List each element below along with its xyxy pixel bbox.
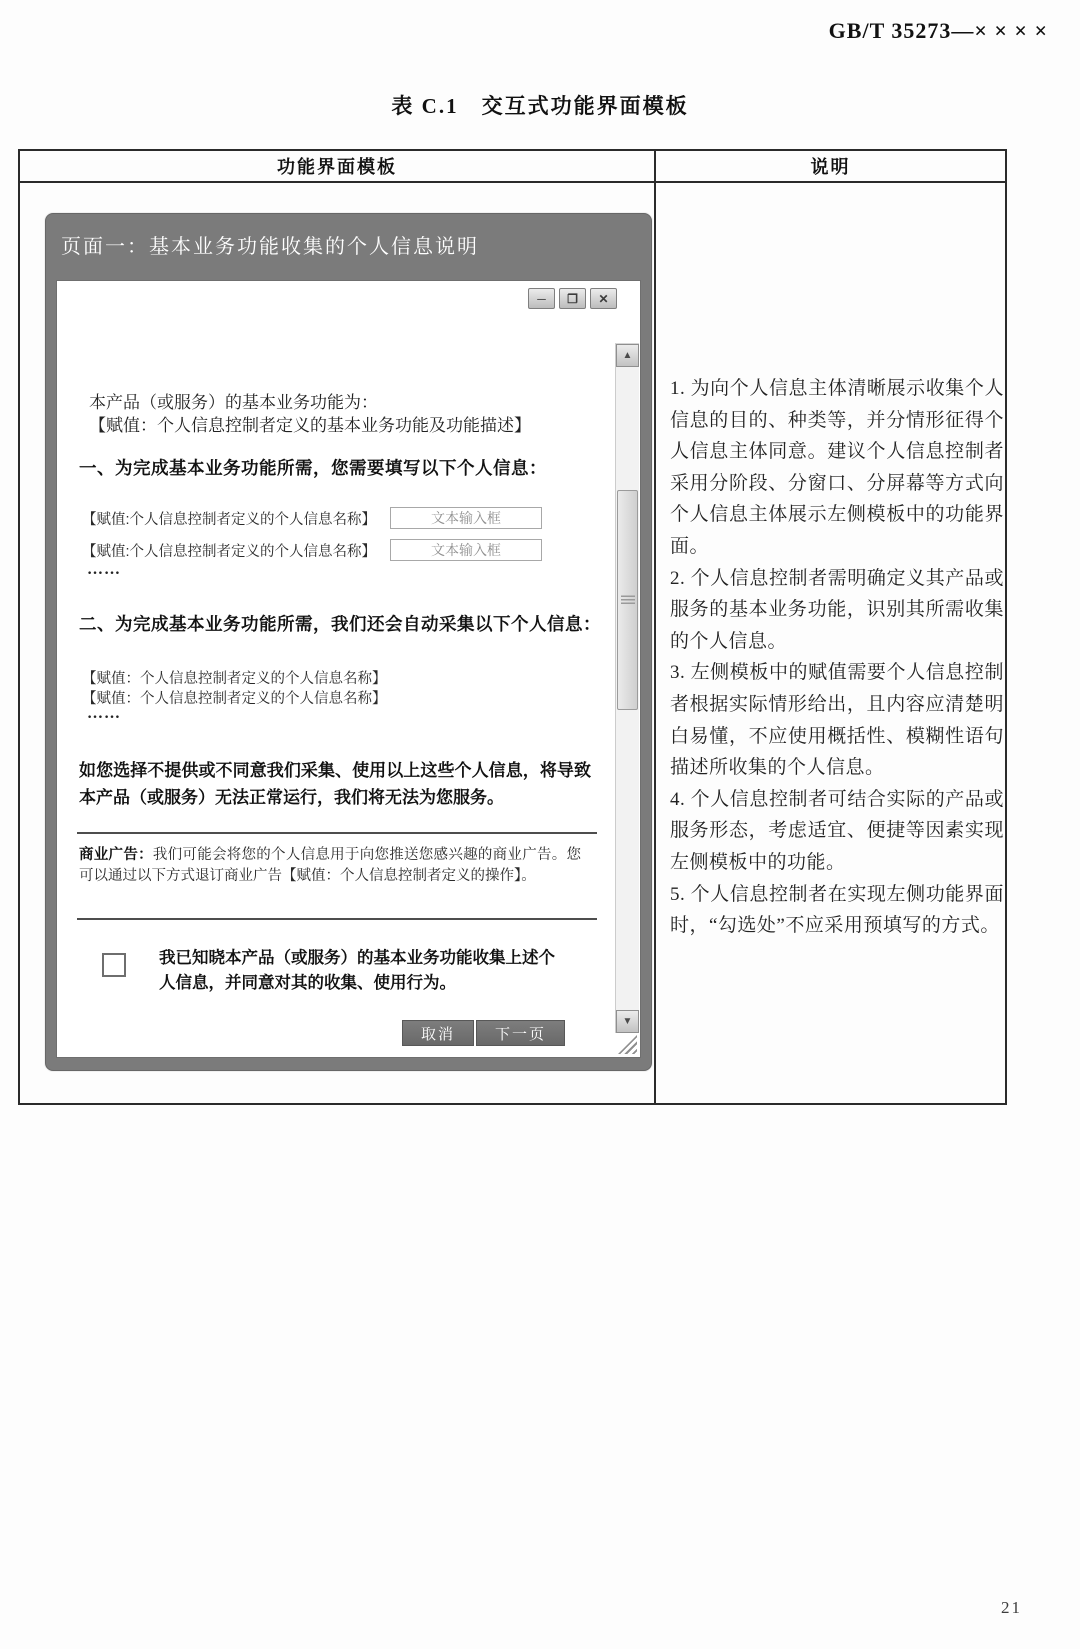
section1-heading: 一、为完成基本业务功能所需，您需要填写以下个人信息： xyxy=(79,458,547,478)
standard-number: GB/T 35273—× × × × xyxy=(828,18,1048,43)
consent-statement: 我已知晓本产品（或服务）的基本业务功能收集上述个人信息，并同意对其的收集、使用行为。 xyxy=(159,948,555,992)
note-item-4: 4. 个人信息控制者可结合实际的产品或服务形态，考虑适宜、便捷等因素实现左侧模板中的功能。 xyxy=(670,788,1004,873)
thumb-grip-icon xyxy=(621,596,635,605)
template-cell xyxy=(20,183,656,1103)
resize-grip-icon[interactable] xyxy=(618,1035,637,1054)
window-controls xyxy=(528,288,617,309)
intro-line-2: 【赋值：个人信息控制者定义的基本业务功能及功能描述】 xyxy=(89,416,531,435)
column-header-template: 功能界面模板 xyxy=(20,151,656,181)
divider xyxy=(77,918,597,920)
auto-collect-item: 【赋值：个人信息控制者定义的个人信息名称】 xyxy=(82,671,387,687)
refusal-warning-text: 如您选择不提供或不同意我们采集、使用以上这些个人信息，将导致本产品（或服务）无法正常运行，我们将无法为您服务。 xyxy=(79,761,591,807)
scroll-up-icon[interactable]: ▲ xyxy=(616,344,639,367)
intro-line-1: 本产品（或服务）的基本业务功能为： xyxy=(89,393,378,412)
vertical-scrollbar[interactable] xyxy=(615,343,639,1033)
maximize-icon[interactable]: ❐ xyxy=(559,288,586,309)
fill-field-row xyxy=(82,507,542,529)
table-header-row xyxy=(20,151,1005,183)
auto-collect-item: 【赋值：个人信息控制者定义的个人信息名称】 xyxy=(82,691,387,707)
text-input-field[interactable] xyxy=(390,539,542,561)
field-label: 【赋值:个人信息控制者定义的个人信息名称】 xyxy=(82,543,377,560)
column-header-notes: 说明 xyxy=(810,157,851,177)
ellipsis: …… xyxy=(87,561,121,578)
scroll-down-icon[interactable]: ▼ xyxy=(616,1010,639,1033)
next-page-button[interactable]: 下一页 xyxy=(476,1020,565,1046)
table-caption: 表 C.1 交互式功能界面模板 xyxy=(391,94,689,118)
note-item-3: 3. 左侧模板中的赋值需要个人信息控制者根据实际情形给出，且内容应清楚明白易懂，不应使用概括性、模糊性语句描述所收集的个人信息。 xyxy=(670,662,1004,779)
commercial-ad-label: 商业广告： xyxy=(79,847,153,863)
section2-heading: 二、为完成基本业务功能所需，我们还会自动采集以下个人信息： xyxy=(79,614,601,634)
dialog-title: 页面一：基本业务功能收集的个人信息说明 xyxy=(61,236,479,258)
minimize-icon[interactable]: ─ xyxy=(528,288,555,309)
fill-field-row xyxy=(82,539,542,561)
notes-cell xyxy=(656,183,1005,1103)
commercial-ad-paragraph xyxy=(79,845,581,886)
close-icon[interactable]: ✕ xyxy=(590,288,617,309)
divider xyxy=(77,832,597,834)
basic-function-intro xyxy=(89,391,531,437)
note-item-5: 5. 个人信息控制者在实现左侧功能界面时，“勾选处”不应采用预填写的方式。 xyxy=(670,883,1004,937)
consent-checkbox[interactable] xyxy=(102,953,126,977)
note-item-1: 1. 为向个人信息主体清晰展示收集个人信息的目的、种类等，并分情形征得个人信息主体同意。建议个人信息控制者采用分阶段、分窗口、分屏幕等方式向个人信息主体展示左侧模板中的功能界面。 xyxy=(670,378,1004,557)
table-body-row xyxy=(20,183,1005,1103)
note-item-2: 2. 个人信息控制者需明确定义其产品或服务的基本业务功能，识别其所需收集的个人信息。 xyxy=(670,567,1004,652)
text-input-field[interactable] xyxy=(390,507,542,529)
explanation-notes xyxy=(670,373,1004,942)
scrollbar-thumb[interactable] xyxy=(617,490,638,710)
field-label: 【赋值:个人信息控制者定义的个人信息名称】 xyxy=(82,511,377,528)
cancel-button[interactable]: 取消 xyxy=(402,1020,474,1046)
commercial-ad-text: 我们可能会将您的个人信息用于向您推送您感兴趣的商业广告。您可以通过以下方式退订商业广告【赋值：个人信息控制者定义的操作】。 xyxy=(79,847,582,884)
page-number: 21 xyxy=(1001,1598,1022,1617)
dialog-content-window xyxy=(56,280,641,1058)
mock-dialog-window xyxy=(45,213,652,1071)
template-table xyxy=(18,149,1007,1105)
dialog-button-row xyxy=(402,1020,565,1046)
ellipsis: …… xyxy=(87,705,121,722)
